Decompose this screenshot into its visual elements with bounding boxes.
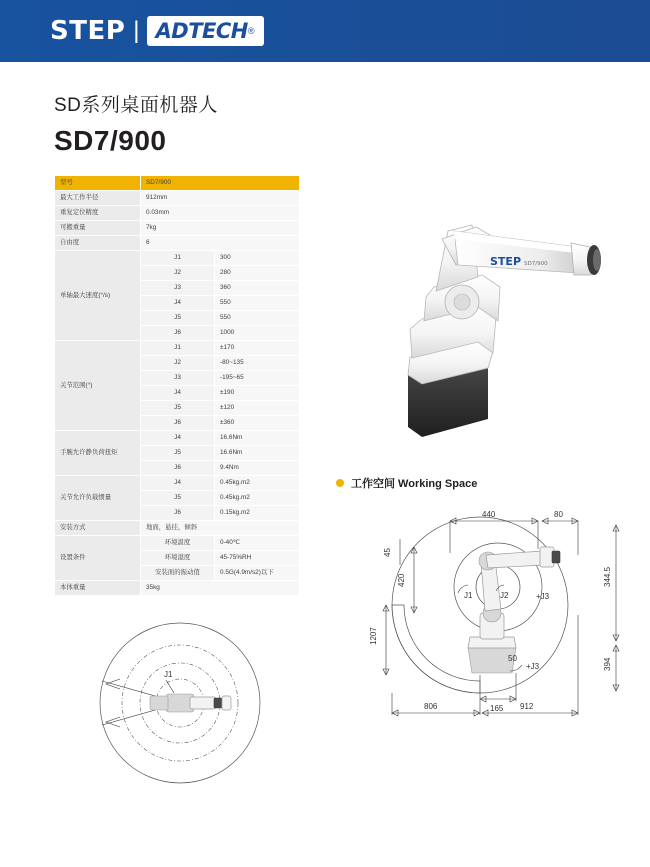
axis-label: J1	[141, 341, 215, 356]
axis-value: 1000	[215, 326, 300, 341]
axis-value: ±120	[215, 401, 300, 416]
dim-394: 394	[603, 657, 612, 671]
dim-440: 440	[482, 510, 496, 519]
axis-label: J5	[141, 401, 215, 416]
axis-label: J3	[141, 281, 215, 296]
row-value: 35kg	[141, 581, 300, 596]
axis-value: 300	[215, 251, 300, 266]
joint-label-j3-plus: +J3	[536, 592, 550, 601]
dim-165: 165	[490, 704, 504, 713]
group-label: 关节范围(°)	[55, 341, 141, 431]
dim-344-5: 1207	[369, 627, 378, 645]
row-label: 重复定位精度	[55, 206, 141, 221]
group-label: 单轴最大速度(°/s)	[55, 251, 141, 341]
logo-step-text: STEP	[50, 16, 126, 46]
axis-value: 0.45kg.m2	[215, 491, 300, 506]
axis-label: J1	[141, 251, 215, 266]
row-label: 自由度	[55, 236, 141, 251]
dim-420: 420	[397, 573, 406, 587]
row-value: 7kg	[141, 221, 300, 236]
axis-value: ±190	[215, 386, 300, 401]
axis-label: J6	[141, 416, 215, 431]
axis-value: 9.4Nm	[215, 461, 300, 476]
axis-value: -195~65	[215, 371, 300, 386]
condition-name: 安装面的振动值	[141, 566, 215, 581]
brand-logo	[50, 16, 264, 46]
table-row	[55, 251, 300, 266]
row-label: 本体重量	[55, 581, 141, 596]
axis-label: J4	[141, 431, 215, 446]
axis-value: 16.6Nm	[215, 431, 300, 446]
dim-912: 912	[520, 702, 534, 711]
joint-label-j3-minus: +J3	[526, 662, 540, 671]
working-space-diagram	[330, 495, 650, 725]
axis-value: 0.15kg.m2	[215, 506, 300, 521]
axis-label: J4	[141, 296, 215, 311]
logo-adtech-text: ADTECH	[155, 19, 248, 43]
robot-photo	[338, 169, 650, 469]
row-value: 6	[141, 236, 300, 251]
axis-label: J5	[141, 446, 215, 461]
page-title: SD7/900	[54, 125, 167, 156]
table-row	[55, 191, 300, 206]
axis-value: ±360	[215, 416, 300, 431]
axis-label: J6	[141, 326, 215, 341]
condition-name: 环境温度	[141, 536, 215, 551]
group-label: 设置条件	[55, 536, 141, 581]
series-title: SD系列桌面机器人	[54, 95, 218, 116]
dim-80: 80	[554, 510, 563, 519]
table-header-row	[55, 176, 300, 191]
logo-separator: |	[133, 17, 140, 44]
axis-label: J6	[141, 461, 215, 476]
axis-label: J2	[141, 356, 215, 371]
page-header	[0, 0, 650, 62]
axis-label: J4	[141, 476, 215, 491]
axis-label: J2	[141, 266, 215, 281]
table-row	[55, 431, 300, 446]
axis-value: 550	[215, 311, 300, 326]
axis-value: 0.45kg.m2	[215, 476, 300, 491]
table-header-value: SD7/900	[141, 176, 300, 191]
row-label: 可搬重量	[55, 221, 141, 236]
table-row	[55, 581, 300, 596]
axis-label: J4	[141, 386, 215, 401]
dim-806: 806	[424, 702, 438, 711]
dim-50: 50	[508, 654, 517, 663]
robot-badge-step: STEP	[490, 255, 522, 268]
table-row	[55, 476, 300, 491]
condition-name: 环境湿度	[141, 551, 215, 566]
table-row	[55, 206, 300, 221]
axis-value: 16.6Nm	[215, 446, 300, 461]
axis-label: J5	[141, 491, 215, 506]
specification-table	[54, 175, 300, 596]
joint-label-j2: J2	[500, 591, 509, 600]
row-label: 安装方式	[55, 521, 141, 536]
dim-1207: 344.5	[603, 566, 612, 587]
table-row	[55, 536, 300, 551]
axis-label: J3	[141, 371, 215, 386]
registered-trademark-icon: ®	[247, 26, 255, 36]
axis-label: J6	[141, 506, 215, 521]
axis-value: ±170	[215, 341, 300, 356]
bullet-dot-icon	[336, 479, 344, 487]
group-label: 关节允许负载惯量	[55, 476, 141, 521]
joint-label-j1-top: J1	[164, 670, 173, 679]
dim-45: 45	[383, 548, 392, 557]
logo-adtech-box	[147, 16, 264, 46]
row-label: 最大工作半径	[55, 191, 141, 206]
row-value: 912mm	[141, 191, 300, 206]
axis-value: -80~135	[215, 356, 300, 371]
working-space-title: 工作空间 Working Space	[351, 478, 478, 490]
top-view-diagram	[60, 618, 318, 788]
row-value: 0.03mm	[141, 206, 300, 221]
row-value: 地面，悬挂，倾斜	[141, 521, 300, 536]
group-label: 手腕允许静负荷扭矩	[55, 431, 141, 476]
main-content	[0, 157, 650, 788]
condition-value: 45-75%RH	[215, 551, 300, 566]
table-row	[55, 521, 300, 536]
working-space-heading	[336, 475, 650, 491]
axis-value: 360	[215, 281, 300, 296]
robot-badge-model: SD7/900	[524, 261, 548, 267]
left-column	[54, 175, 318, 788]
table-header-label: 型号	[55, 176, 141, 191]
table-row	[55, 236, 300, 251]
condition-value: 0-40℃	[215, 536, 300, 551]
axis-value: 550	[215, 296, 300, 311]
right-column	[318, 175, 650, 788]
axis-label: J5	[141, 311, 215, 326]
title-block	[0, 62, 650, 157]
table-row	[55, 341, 300, 356]
joint-label-j1: J1	[464, 591, 473, 600]
condition-value: 0.5G(4.9m/s2)以下	[215, 566, 300, 581]
table-row	[55, 221, 300, 236]
axis-value: 280	[215, 266, 300, 281]
